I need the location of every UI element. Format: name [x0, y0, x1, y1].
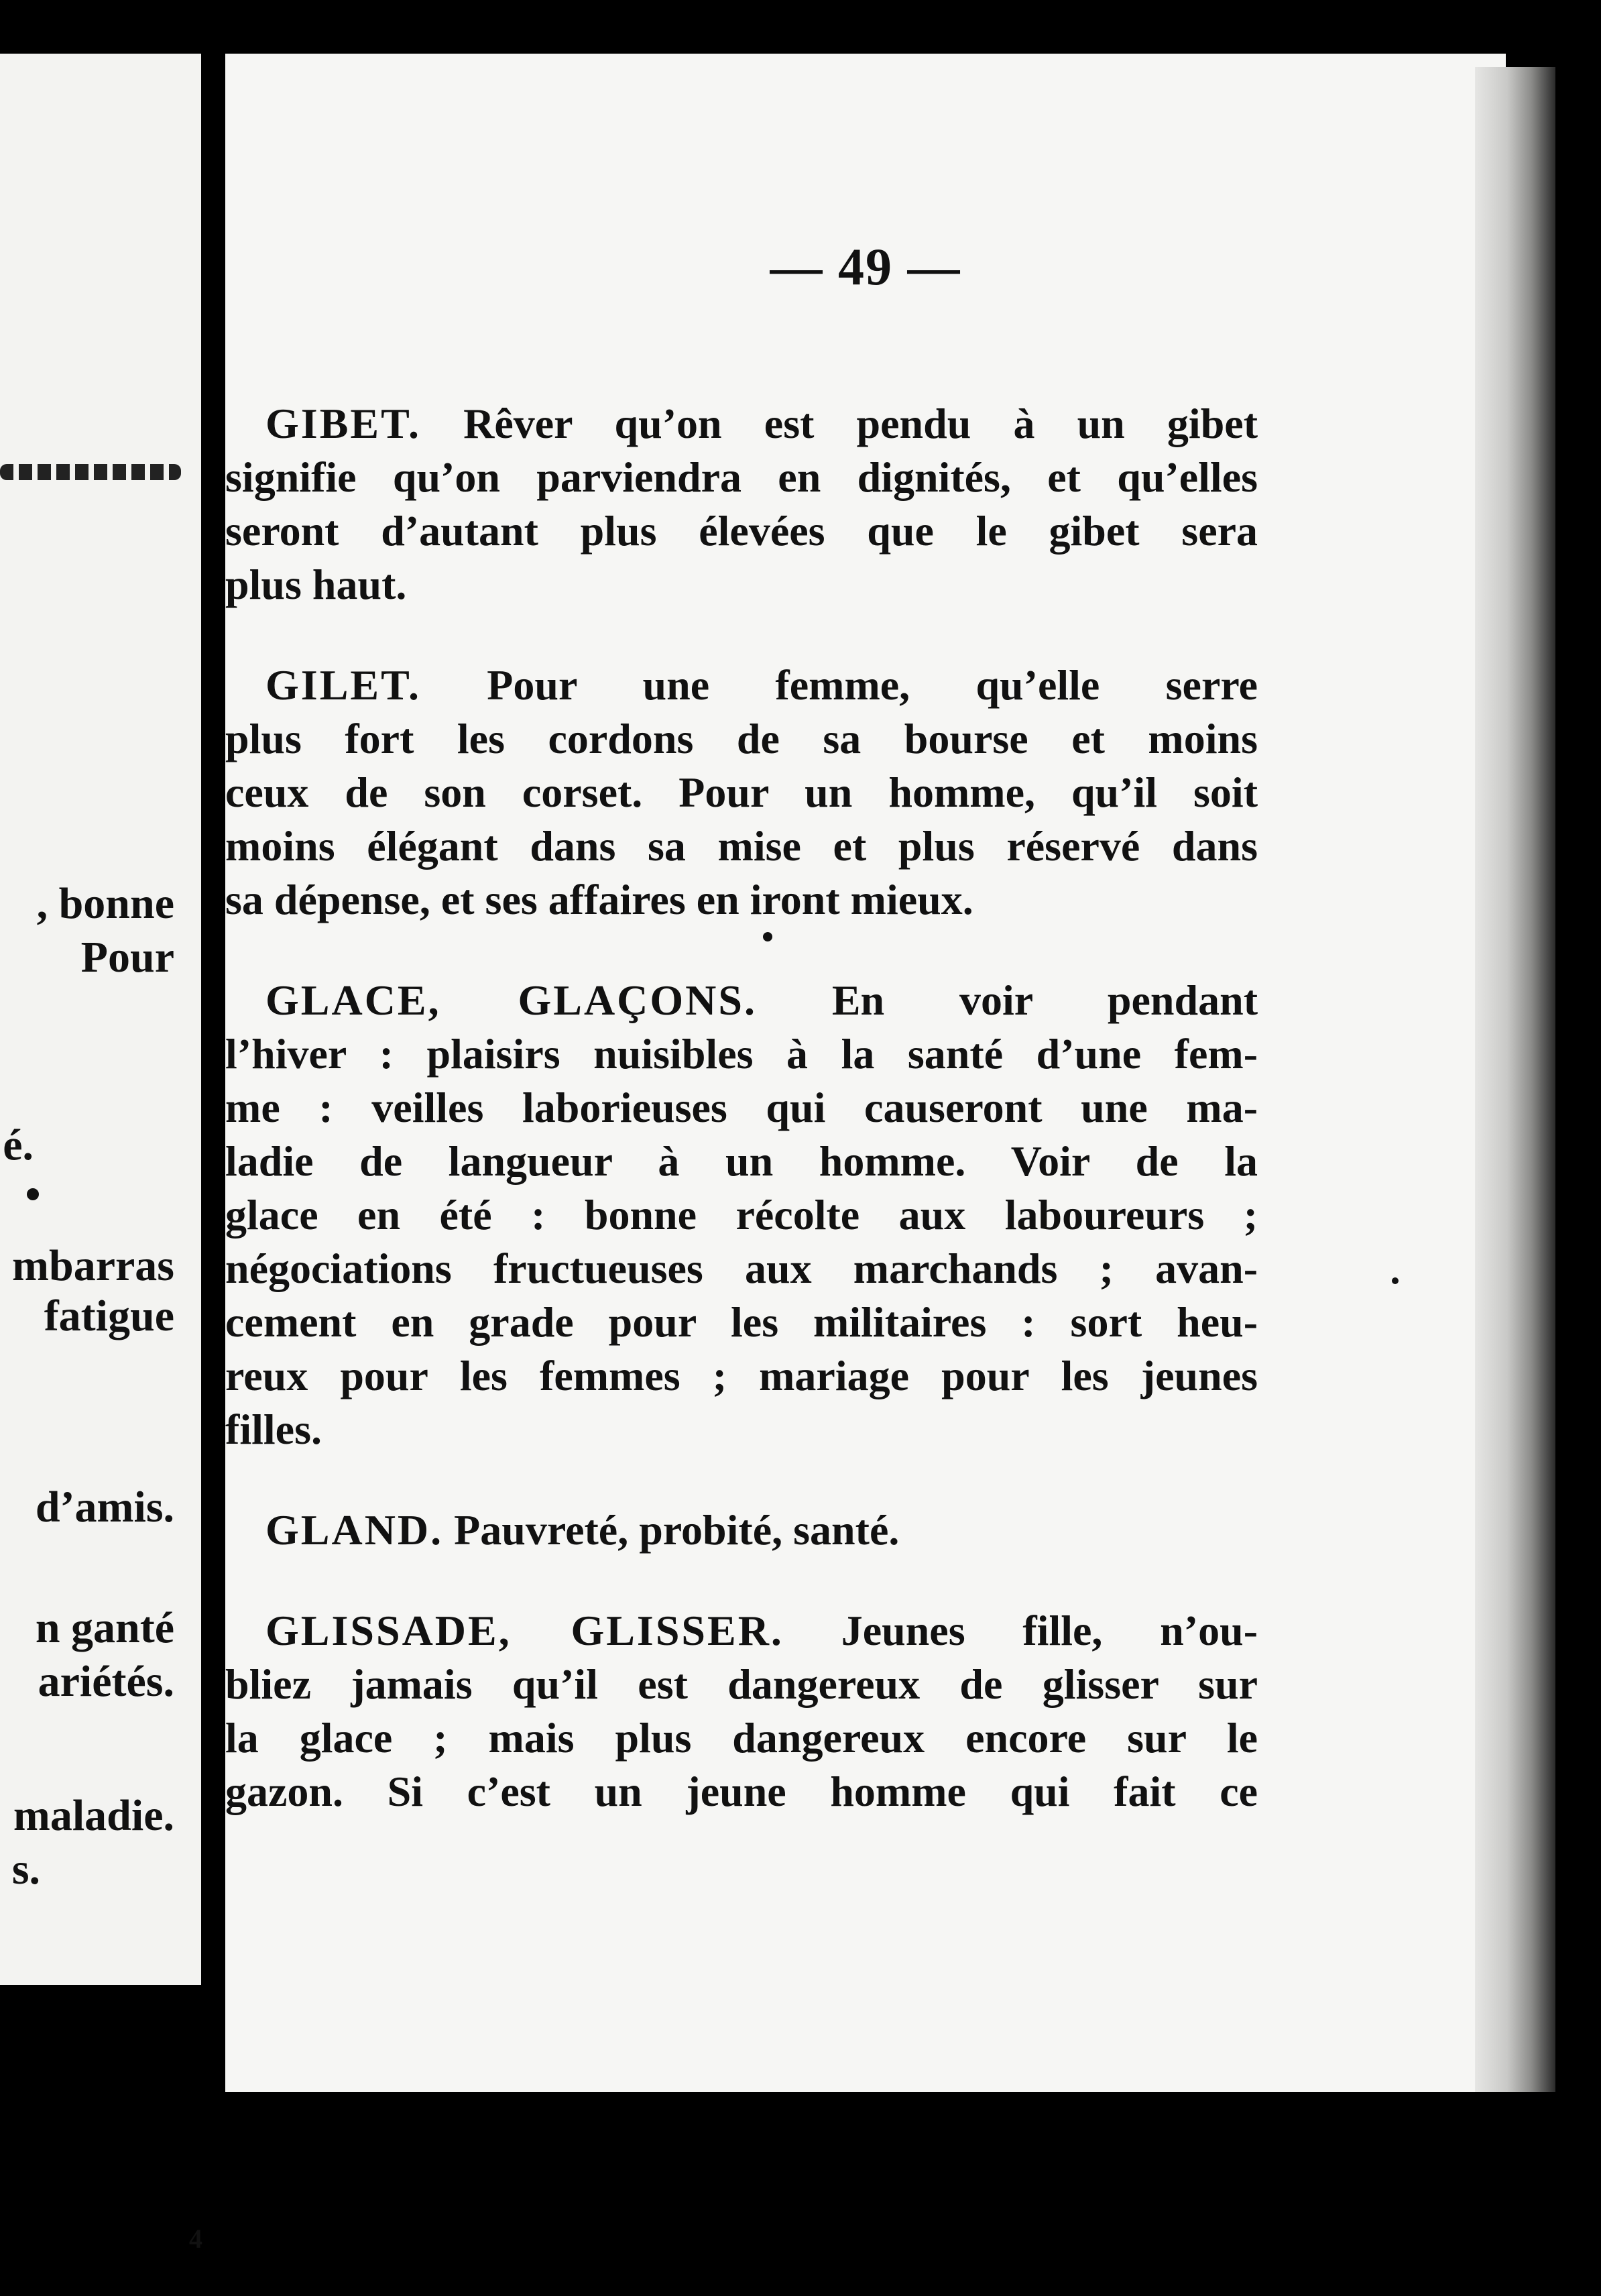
- page-edge: [1475, 67, 1555, 2092]
- entry-line: Pauvreté, probité, santé.: [454, 1506, 900, 1554]
- entry-line: ladie de langueur à un homme. Voir de la: [225, 1137, 1258, 1185]
- left-fragment: n ganté: [35, 1603, 174, 1652]
- entry-line: seront d’autant plus élevées que le gibet sera: [225, 507, 1258, 555]
- headword: GILET.: [265, 661, 421, 709]
- entry-line: signifie qu’on parviendra en dignités, et qu’elles: [225, 453, 1258, 501]
- headword: GIBET.: [265, 400, 421, 447]
- entry-gilet: [225, 658, 1258, 927]
- entry-gibet: [225, 397, 1258, 612]
- left-fragment: , bonne: [36, 879, 174, 928]
- entry-line: gazon. Si c’est un jeune homme qui fait ce: [225, 1768, 1258, 1815]
- entry-line: sa dépense, et ses affaires en iront mieux.: [225, 876, 973, 923]
- entry-line: Jeunes fille, n’ou-: [841, 1607, 1258, 1654]
- entry-line: me : veilles laborieuses qui causeront une ma-: [225, 1084, 1258, 1131]
- dictionary-text: [225, 397, 1258, 1866]
- entry-line: la glace ; mais plus dangereux encore sur le: [225, 1714, 1258, 1762]
- ornament-rule: [0, 464, 181, 480]
- entry-line: bliez jamais qu’il est dangereux de glisser sur: [225, 1660, 1258, 1708]
- entry-line: glace en été : bonne récolte aux laboureurs ;: [225, 1191, 1258, 1239]
- left-fragment: s.: [11, 1845, 40, 1894]
- entry-line: négociations fructueuses aux marchands ; avan-: [225, 1245, 1258, 1292]
- entry-line: l’hiver : plaisirs nuisibles à la santé d’une fem-: [225, 1030, 1258, 1078]
- left-fragment: fatigue: [44, 1292, 174, 1340]
- headword: GLAND.: [265, 1506, 444, 1554]
- entry-glace: [225, 974, 1258, 1456]
- left-fragment: ariétés.: [38, 1657, 174, 1706]
- entry-line: ceux de son corset. Pour un homme, qu’il soit: [225, 768, 1258, 816]
- signature-mark: 4: [189, 2224, 202, 2254]
- left-fragment: mbarras: [12, 1241, 174, 1290]
- entry-line: moins élégant dans sa mise et plus réservé dans: [225, 822, 1258, 870]
- left-fragment: é.: [3, 1121, 34, 1169]
- entry-line: reux pour les femmes ; mariage pour les jeunes: [225, 1352, 1258, 1399]
- entry-line: Pour une femme, qu’elle serre: [487, 661, 1258, 709]
- left-fragment: maladie.: [13, 1791, 174, 1840]
- left-fragment: Pour: [80, 933, 174, 982]
- page-number: — 49 —: [770, 237, 961, 296]
- left-page: [0, 54, 201, 1985]
- left-fragment: d’amis.: [35, 1483, 174, 1532]
- ink-speck: [27, 1188, 39, 1200]
- entry-line: filles.: [225, 1405, 322, 1453]
- right-page: [225, 54, 1506, 2092]
- entry-gland: [225, 1503, 1258, 1557]
- entry-line: plus fort les cordons de sa bourse et moins: [225, 715, 1258, 762]
- headword: GLACE, GLAÇONS.: [265, 976, 757, 1024]
- entry-line: cement en grade pour les militaires : sort heu-: [225, 1298, 1258, 1346]
- entry-line: Rêver qu’on est pendu à un gibet: [463, 400, 1258, 447]
- ink-speck: [1392, 1277, 1399, 1284]
- entry-line: plus haut.: [225, 561, 407, 608]
- entry-line: En voir pendant: [831, 976, 1258, 1024]
- entry-glissade: [225, 1604, 1258, 1819]
- headword: GLISSADE, GLISSER.: [265, 1607, 784, 1654]
- book-gutter: [201, 54, 225, 1985]
- ink-speck: [763, 932, 772, 941]
